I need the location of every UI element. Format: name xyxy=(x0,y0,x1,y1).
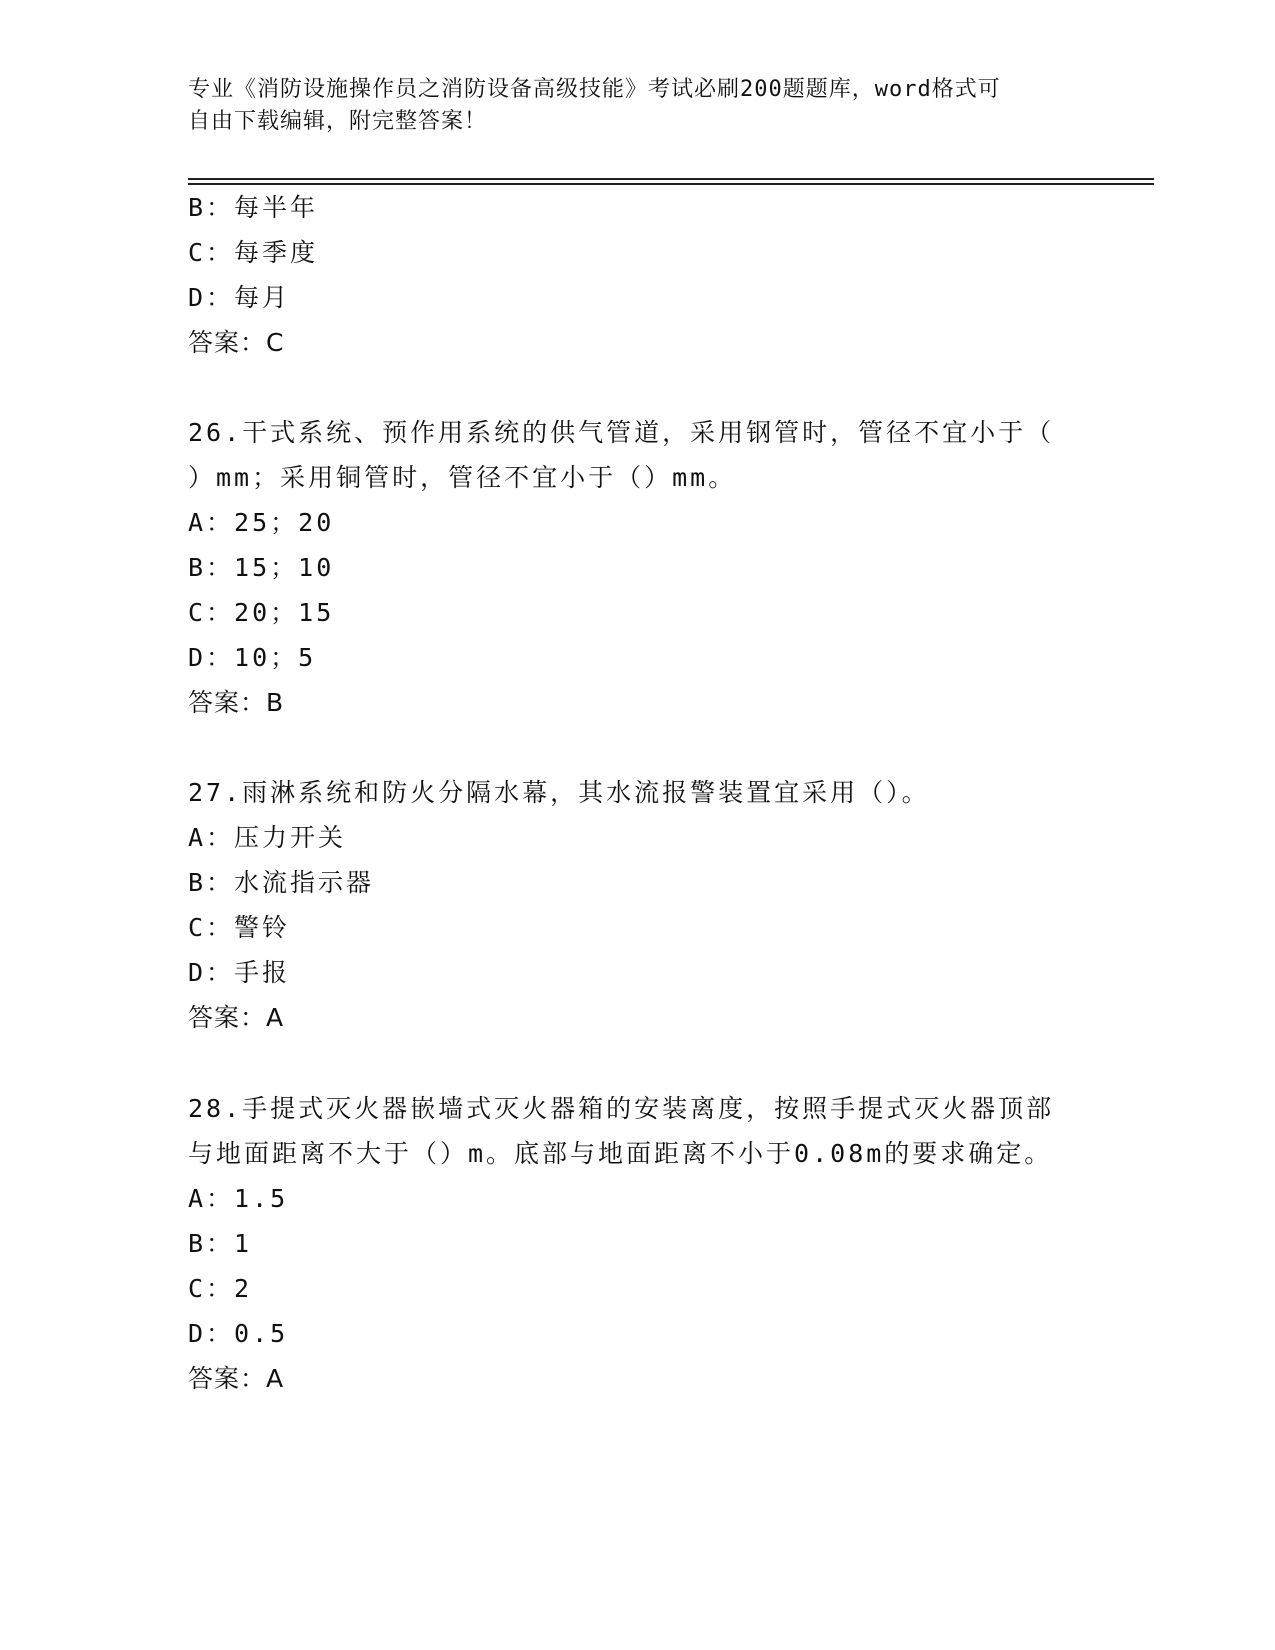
q27-option-c: C：警铃 xyxy=(188,913,291,942)
q26-option-d: D：10；5 xyxy=(188,643,317,672)
q28-option-c: C：2 xyxy=(188,1274,253,1303)
document-header xyxy=(188,74,1088,138)
q28-option-b: B：1 xyxy=(188,1229,253,1258)
q25-option-b: B：每半年 xyxy=(188,193,319,222)
header-line-2: 自由下载编辑，附完整答案！ xyxy=(188,109,488,134)
q26-stem-line-2: ）mm；采用铜管时，管径不宜小于（）mm。 xyxy=(188,463,737,492)
q26-option-b: B：15；10 xyxy=(188,553,335,582)
q28-option-a: A：1.5 xyxy=(188,1184,289,1213)
q28-stem-line-1: 28.手提式灭火器嵌墙式灭火器箱的安装离度，按照手提式灭火器顶部 xyxy=(188,1094,1055,1123)
q25-option-c: C：每季度 xyxy=(188,238,319,267)
q27-answer: 答案：A xyxy=(188,1003,285,1032)
q26-option-a: A：25；20 xyxy=(188,508,335,537)
q27-option-a: A：压力开关 xyxy=(188,823,347,852)
header-line-1: 专业《消防设施操作员之消防设备高级技能》考试必刷200题题库，word格式可 xyxy=(188,77,1001,102)
q27-stem-line-1: 27.雨淋系统和防火分隔水幕，其水流报警装置宜采用（）。 xyxy=(188,778,930,807)
q28-option-d: D：0.5 xyxy=(188,1319,289,1348)
q26-answer: 答案：B xyxy=(188,688,285,717)
q27-option-b: B：水流指示器 xyxy=(188,868,375,897)
header-divider-top xyxy=(188,178,1154,180)
q25-answer: 答案：C xyxy=(188,328,285,357)
q28-stem-line-2: 与地面距离不大于（）m。底部与地面距离不小于0.08m的要求确定。 xyxy=(188,1139,1053,1168)
header-divider-bottom xyxy=(188,183,1154,185)
q28-answer: 答案：A xyxy=(188,1364,285,1393)
q26-option-c: C：20；15 xyxy=(188,598,335,627)
q26-stem-line-1: 26.干式系统、预作用系统的供气管道，采用钢管时，管径不宜小于（ xyxy=(188,418,1055,447)
q27-option-d: D：手报 xyxy=(188,958,291,987)
q25-option-d: D：每月 xyxy=(188,283,291,312)
